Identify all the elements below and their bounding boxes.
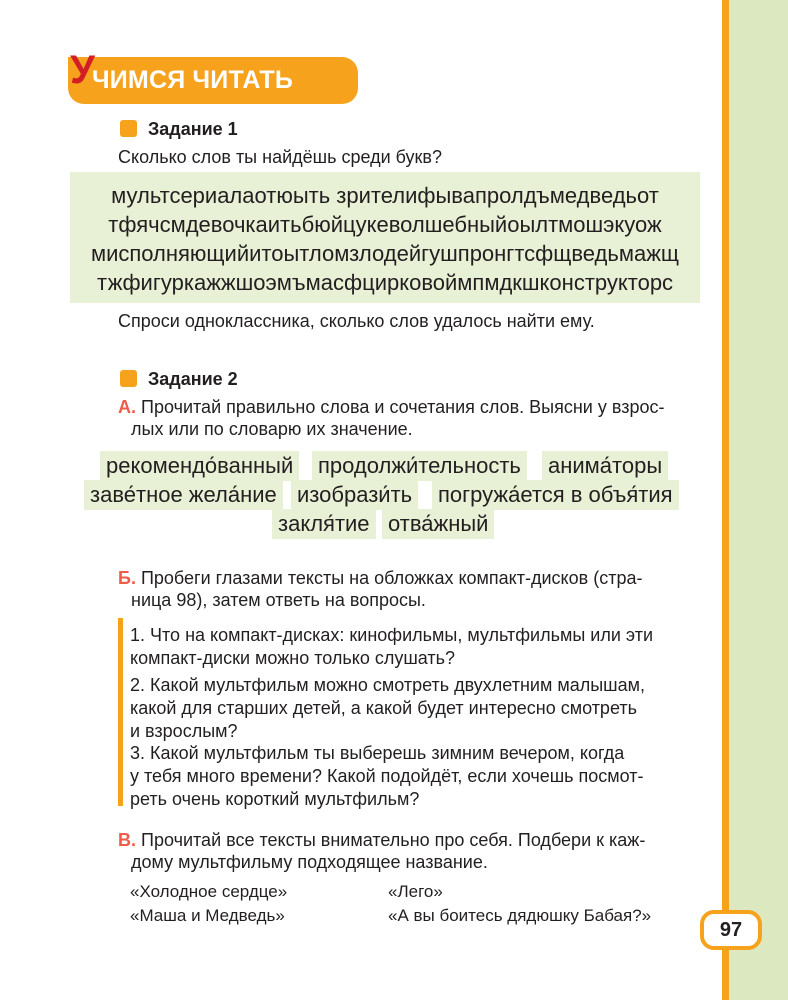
- task1-title: Задание 1: [148, 119, 238, 139]
- questions-accent-bar: [118, 618, 123, 806]
- task2-a-marker: А.: [118, 397, 136, 417]
- letter-line-2: тфячсмдевочкаитьбюйцукеволшебныйоылтмошэкуож: [108, 212, 662, 237]
- cartoon-title: «Холодное сердце»: [130, 882, 288, 901]
- task2-a-line2: лых или по словарю их значение.: [131, 419, 413, 439]
- task1-question: Сколько слов ты найдёшь среди букв?: [118, 147, 443, 167]
- task2-a-text: Прочитай правильно слова и сочетания слов. Выясни у взрос-: [141, 397, 665, 417]
- question-3-line3: реть очень короткий мультфильм?: [130, 789, 420, 809]
- page-number: 97: [700, 910, 762, 950]
- cartoon-title: «Маша и Медведь»: [130, 906, 285, 925]
- question-2-line2: какой для старших детей, а какой будет интересно смотреть: [130, 698, 637, 718]
- vocab-word: анима́торы: [542, 451, 668, 481]
- question-3-line1: 3. Какой мультфильм ты выберешь зимним вечером, когда: [130, 743, 625, 763]
- task1-footer: Спроси одноклассника, сколько слов удалось найти ему.: [118, 311, 595, 331]
- question-1: [130, 624, 695, 670]
- vocab-word: заве́тное жела́ние: [84, 480, 283, 510]
- vocab-word: рекомендо́ванный: [100, 451, 299, 481]
- task2-bullet-icon: [120, 370, 137, 387]
- cartoon-title: «Лего»: [388, 882, 443, 901]
- task2-title: Задание 2: [148, 369, 238, 389]
- vocab-word: отва́жный: [382, 509, 494, 539]
- section-title-initial: У: [70, 48, 95, 92]
- cartoon-title: «А вы боитесь дядюшку Бабая?»: [388, 906, 652, 925]
- vocab-word: продолжи́тельность: [312, 451, 527, 481]
- task2-a-line1: [118, 396, 664, 419]
- task2-c-line2: дому мультфильму подходящее название.: [131, 852, 488, 872]
- vocab-word: погружа́ется в объя́тия: [432, 480, 679, 510]
- vocab-word: изобрази́ть: [291, 480, 418, 510]
- section-title: ЧИМСЯ ЧИТАТЬ: [92, 66, 294, 94]
- margin-divider: [722, 0, 729, 1000]
- letter-line-3: мисполняющийитоытломзлодейгушпронгтсфщведьмажщ: [90, 241, 680, 266]
- question-2-line1: 2. Какой мультфильм можно смотреть двухлетним малышам,: [130, 675, 645, 695]
- task2-c-text: Прочитай все тексты внимательно про себя. Подбери к каж-: [141, 830, 646, 850]
- question-3: [130, 742, 695, 811]
- letter-line-1: мультсериалаотюыть зрителифывапролдъмедведьот: [111, 183, 659, 208]
- task2-b-marker: Б.: [118, 568, 136, 588]
- task2-b-text: Пробеги глазами тексты на обложках компакт-дисков (стра-: [140, 568, 643, 588]
- task2-c-marker: В.: [118, 830, 136, 850]
- task2-c-line1: [118, 829, 645, 852]
- question-2: [130, 674, 695, 743]
- letter-line-4: тжфигуркажжшоэмъмасфцирковоймпмдкшконструкторс: [96, 270, 674, 295]
- letter-puzzle-box: [70, 172, 700, 303]
- task2-b-line2: ница 98), затем ответь на вопросы.: [131, 590, 426, 610]
- page-margin-sidebar: [729, 0, 788, 1000]
- vocab-word: закля́тие: [272, 509, 376, 539]
- question-1-line2: компакт-диски можно только слушать?: [130, 648, 456, 668]
- question-1-line1: 1. Что на компакт-дисках: кинофильмы, мультфильмы или эти: [130, 625, 653, 645]
- question-2-line3: и взрослым?: [130, 721, 238, 741]
- question-3-line2: у тебя много времени? Какой подойдёт, если хочешь посмот-: [130, 766, 644, 786]
- task2-b-line1: [118, 567, 642, 590]
- task1-bullet-icon: [120, 120, 137, 137]
